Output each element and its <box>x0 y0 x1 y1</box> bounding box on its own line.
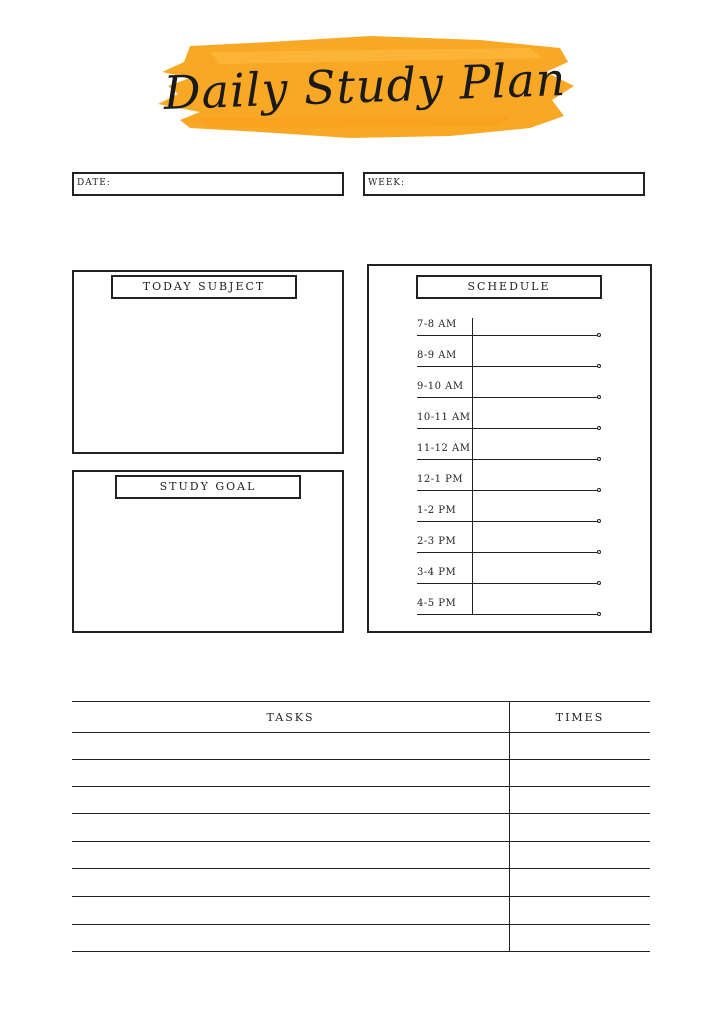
schedule-slot-line[interactable] <box>417 583 599 584</box>
slot-end-dot <box>597 426 601 430</box>
schedule-slot-label: 11-12 AM <box>417 443 471 454</box>
slot-end-dot <box>597 333 601 337</box>
table-row[interactable] <box>72 786 650 787</box>
schedule-slot-label: 10-11 AM <box>417 412 471 423</box>
schedule-slot-label: 4-5 PM <box>417 598 457 609</box>
slot-end-dot <box>597 519 601 523</box>
schedule-slot-line[interactable] <box>417 428 599 429</box>
table-row[interactable] <box>72 732 650 733</box>
schedule-slot-label: 1-2 PM <box>417 505 457 516</box>
schedule-slot-line[interactable] <box>417 614 599 615</box>
table-row[interactable] <box>72 924 650 925</box>
week-label: WEEK: <box>368 178 406 188</box>
times-column-header: TIMES <box>555 711 605 724</box>
schedule-heading: SCHEDULE <box>416 275 602 299</box>
table-row[interactable] <box>72 951 650 952</box>
schedule-slot-line[interactable] <box>417 490 599 491</box>
schedule-slot-line[interactable] <box>417 366 599 367</box>
schedule-slot-line[interactable] <box>417 521 599 522</box>
schedule-panel <box>367 264 652 633</box>
study-goal-heading: STUDY GOAL <box>115 475 301 499</box>
date-label: DATE: <box>77 178 111 188</box>
schedule-slot-label: 12-1 PM <box>417 474 464 485</box>
week-field[interactable] <box>363 172 645 196</box>
schedule-slot-label: 7-8 AM <box>417 319 457 330</box>
schedule-slot-line[interactable] <box>417 397 599 398</box>
slot-end-dot <box>597 581 601 585</box>
table-column-divider <box>509 701 510 952</box>
date-field[interactable] <box>72 172 344 196</box>
schedule-slot-line[interactable] <box>417 459 599 460</box>
today-subject-heading: TODAY SUBJECT <box>111 275 297 299</box>
schedule-slot-label: 9-10 AM <box>417 381 464 392</box>
table-top-border <box>72 701 650 702</box>
schedule-slot-label: 3-4 PM <box>417 567 457 578</box>
tasks-column-header: TASKS <box>266 711 315 724</box>
page-title: Daily Study Plan <box>162 51 568 121</box>
table-row[interactable] <box>72 868 650 869</box>
table-row[interactable] <box>72 813 650 814</box>
slot-end-dot <box>597 457 601 461</box>
schedule-slot-line[interactable] <box>417 552 599 553</box>
table-row[interactable] <box>72 841 650 842</box>
schedule-slot-line[interactable] <box>417 335 599 336</box>
schedule-divider <box>472 318 473 615</box>
schedule-slot-label: 2-3 PM <box>417 536 457 547</box>
slot-end-dot <box>597 550 601 554</box>
slot-end-dot <box>597 612 601 616</box>
slot-end-dot <box>597 395 601 399</box>
schedule-slot-label: 8-9 AM <box>417 350 457 361</box>
slot-end-dot <box>597 364 601 368</box>
table-row[interactable] <box>72 896 650 897</box>
slot-end-dot <box>597 488 601 492</box>
table-row[interactable] <box>72 759 650 760</box>
